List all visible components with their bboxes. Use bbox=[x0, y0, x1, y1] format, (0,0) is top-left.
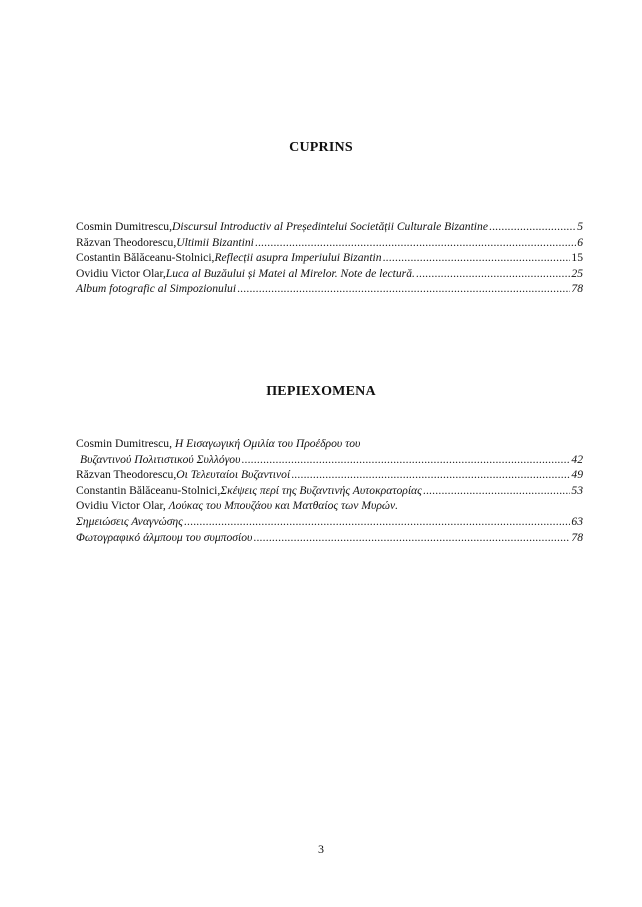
toc-page-number: 5 bbox=[577, 220, 583, 233]
toc-author: Răzvan Theodorescu, bbox=[76, 468, 177, 482]
periexomena-heading: ΠΕΡΙΕΧΟΜΕΝΑ bbox=[266, 384, 376, 399]
dot-leader bbox=[237, 281, 570, 297]
toc-author: Ovidiu Victor Olar, bbox=[76, 499, 169, 513]
toc-title: Οι Τελευταίοι Βυζαντινοί bbox=[176, 468, 291, 482]
toc-entry-line[interactable] bbox=[76, 436, 583, 452]
toc-entry[interactable] bbox=[76, 219, 583, 235]
toc-entry-line[interactable] bbox=[76, 498, 583, 514]
toc-entry[interactable] bbox=[76, 250, 583, 266]
cuprins-heading: CUPRINS bbox=[289, 140, 353, 155]
toc-entry[interactable] bbox=[76, 514, 583, 530]
toc-entry[interactable] bbox=[76, 467, 583, 483]
dot-leader bbox=[255, 235, 576, 251]
dot-leader bbox=[253, 530, 570, 546]
dot-leader bbox=[416, 266, 571, 282]
toc-title: Luca al Buzăului și Matei al Mirelor. Note de lectură. bbox=[165, 266, 415, 280]
toc-page-number: 53 bbox=[571, 483, 583, 497]
page-number: 3 bbox=[318, 842, 324, 856]
toc-entry[interactable] bbox=[76, 530, 583, 546]
ro-toc bbox=[76, 219, 583, 297]
toc-author: Cosmin Dumitrescu, bbox=[76, 437, 175, 450]
dot-leader bbox=[184, 514, 571, 530]
dot-leader bbox=[241, 452, 570, 468]
toc-title: Album fotografic al Simpozionului bbox=[76, 282, 237, 296]
toc-page-number: 63 bbox=[571, 514, 583, 528]
gr-toc bbox=[76, 436, 583, 545]
toc-title: Λούκας του Μπουζάου και Ματθαίος των Μυρών. bbox=[168, 499, 399, 513]
toc-page-number: 15 bbox=[571, 251, 583, 265]
toc-author: Cosmin Dumitrescu, bbox=[76, 220, 172, 233]
toc-title: Reflecții asupra Imperiului Bizantin bbox=[214, 251, 382, 265]
toc-title-continued: Βυζαντινού Πολιτιστικού Συλλόγου bbox=[80, 452, 241, 466]
dot-leader bbox=[383, 250, 571, 266]
toc-author: Costantin Bălăceanu-Stolnici, bbox=[76, 251, 215, 265]
toc-title: Ultimii Bizantini bbox=[176, 235, 254, 249]
toc-title: Discursul Introductiv al Președintelui Societății Culturale Bizantine bbox=[171, 220, 488, 233]
toc-page-number: 25 bbox=[571, 266, 583, 280]
dot-leader bbox=[291, 467, 570, 483]
toc-page-number: 49 bbox=[571, 468, 583, 482]
toc-page-number: 42 bbox=[571, 452, 583, 466]
toc-author: Ovidiu Victor Olar, bbox=[76, 266, 166, 280]
dot-leader bbox=[423, 483, 571, 499]
toc-page-number: 78 bbox=[571, 530, 583, 544]
toc-author: Constantin Bălăceanu-Stolnici, bbox=[76, 483, 221, 497]
toc-entry[interactable] bbox=[76, 281, 583, 297]
toc-title: Σκέψεις περί της Βυζαντινής Αυτοκρατορίας bbox=[220, 483, 422, 497]
toc-entry[interactable] bbox=[76, 266, 583, 282]
toc-page-number: 78 bbox=[571, 282, 583, 296]
toc-title-continued: Σημειώσεις Αναγνώσης bbox=[76, 514, 183, 528]
dot-leader bbox=[489, 219, 576, 235]
toc-author: Răzvan Theodorescu, bbox=[76, 235, 177, 249]
toc-page-number: 6 bbox=[577, 235, 583, 249]
toc-entry[interactable] bbox=[76, 483, 583, 499]
toc-title: Η Εισαγωγική Ομιλία του Προέδρου του bbox=[174, 437, 361, 450]
toc-entry[interactable] bbox=[76, 452, 583, 468]
toc-entry[interactable] bbox=[76, 235, 583, 251]
toc-title: Φωτογραφικό άλμπουμ του συμποσίου bbox=[76, 530, 253, 544]
